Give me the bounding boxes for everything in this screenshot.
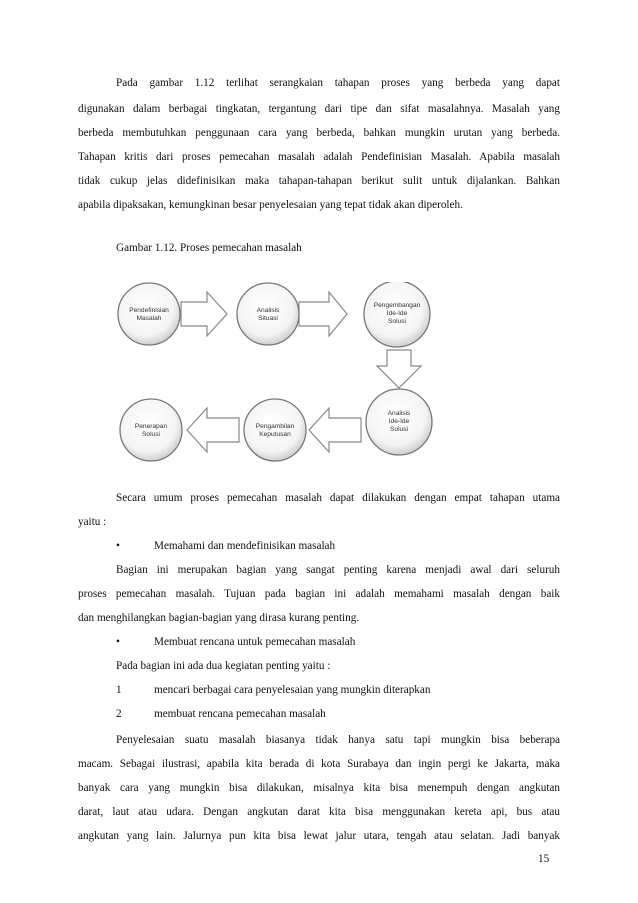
svg-text:Solusi: Solusi [388, 318, 406, 325]
paragraph3-line-2: proses pemecahan masalah. Tujuan pada bagian ini adalah memahami masalah dengan baik [78, 588, 560, 600]
node-penerapan-solusi [120, 399, 182, 461]
paragraph5-line-5: angkutan yang lain. Jalurnya pun kita bisa lewat jalur utara, tengah atau selatan. Jadi banyak [78, 830, 560, 842]
arrow-right-2 [299, 292, 347, 336]
svg-text:Analisis: Analisis [256, 307, 280, 314]
paragraph1-line-2: digunakan dalam berbagai tingkatan, tergantung dari tipe dan sifat masalahnya. Masalah yang [78, 103, 560, 115]
node-pengembangan-ide-ide-solusi [364, 282, 430, 347]
node-pendefinisian-masalah [118, 283, 180, 345]
arrow-left-1 [309, 408, 361, 452]
paragraph5-line-3: banyak cara yang mungkin bisa dilakukan, misalnya kita bisa menempuh dengan angkutan [78, 782, 560, 794]
bullet2-marker: • [116, 636, 120, 648]
paragraph4: Pada bagian ini ada dua kegiatan penting yaitu : [116, 660, 331, 672]
node-analisis-situasi [237, 283, 299, 345]
svg-text:Situasi: Situasi [258, 315, 278, 322]
figure-caption: Gambar 1.12. Proses pemecahan masalah [116, 242, 302, 254]
node-pengambilan-keputusan [244, 399, 306, 461]
svg-text:Ide-Ide: Ide-Ide [386, 310, 408, 317]
arrow-left-2 [187, 408, 239, 452]
numbered-item-2-text: membuat rencana pemecahan masalah [154, 708, 326, 720]
page-number: 15 [538, 853, 550, 865]
arrow-down [377, 350, 421, 388]
svg-text:Solusi: Solusi [142, 431, 160, 438]
svg-text:Analisis: Analisis [387, 410, 411, 417]
svg-text:Ide-Ide: Ide-Ide [388, 418, 410, 425]
svg-text:Pendefinisian: Pendefinisian [129, 307, 169, 314]
paragraph1-line-6: apabila dipaksakan, kemungkinan besar penyelesaian yang tepat tidak akan diperoleh. [78, 199, 463, 211]
paragraph5-line-4: darat, laut atau udara. Dengan angkutan darat kita bisa menggunakan kereta api, bus atau [78, 806, 560, 818]
paragraph5-line-1: Penyelesaian suatu masalah biasanya tidak hanya satu tapi mungkin bisa beberapa [116, 734, 560, 746]
process-diagram [115, 282, 449, 464]
paragraph1-line-1: Pada gambar 1.12 terlihat serangkaian tahapan proses yang berbeda yang dapat [116, 77, 560, 89]
numbered-item-1-num: 1 [116, 684, 122, 696]
paragraph3-line-1: Bagian ini merupakan bagian yang sangat penting karena menjadi awal dari seluruh [116, 564, 560, 576]
paragraph2-line-2: yaitu : [78, 516, 107, 528]
svg-text:Solusi: Solusi [390, 426, 408, 433]
paragraph1-line-5: tidak cukup jelas didefinisikan maka tahapan-tahapan berikut sulit untuk dijalankan. Bahkan [78, 175, 560, 187]
bullet1-text: Memahami dan mendefinisikan masalah [154, 540, 336, 552]
svg-text:Masalah: Masalah [136, 315, 162, 322]
paragraph2-line-1: Secara umum proses pemecahan masalah dapat dilakukan dengan empat tahapan utama [116, 492, 560, 504]
paragraph1-line-3: berbeda membutuhkan penggunaan cara yang berbeda, bahkan mungkin urutan yang berbeda. [78, 127, 560, 139]
arrow-right-1 [181, 292, 227, 336]
paragraph3-line-3: dan menghilangkan bagian-bagian yang dirasa kurang penting. [78, 612, 360, 624]
numbered-item-1-text: mencari berbagai cara penyelesaian yang mungkin diterapkan [154, 684, 431, 696]
paragraph5-line-2: macam. Sebagai ilustrasi, apabila kita berada di kota Surabaya dan ingin pergi ke Jakarta, maka [78, 758, 560, 770]
paragraph1-line-4: Tahapan kritis dari proses pemecahan masalah adalah Pendefinisian Masalah. Apabila masalah [78, 151, 560, 163]
bullet2-text: Membuat rencana untuk pemecahan masalah [154, 636, 356, 648]
node-analisis-ide-ide-solusi [366, 389, 432, 455]
numbered-item-2-num: 2 [116, 708, 122, 720]
svg-text:Pengambilan: Pengambilan [255, 423, 295, 430]
svg-text:Penerapan: Penerapan [134, 423, 168, 430]
bullet1-marker: • [116, 540, 120, 552]
svg-text:Keputusan: Keputusan [259, 431, 291, 438]
svg-text:Pengembangan: Pengembangan [373, 302, 421, 309]
